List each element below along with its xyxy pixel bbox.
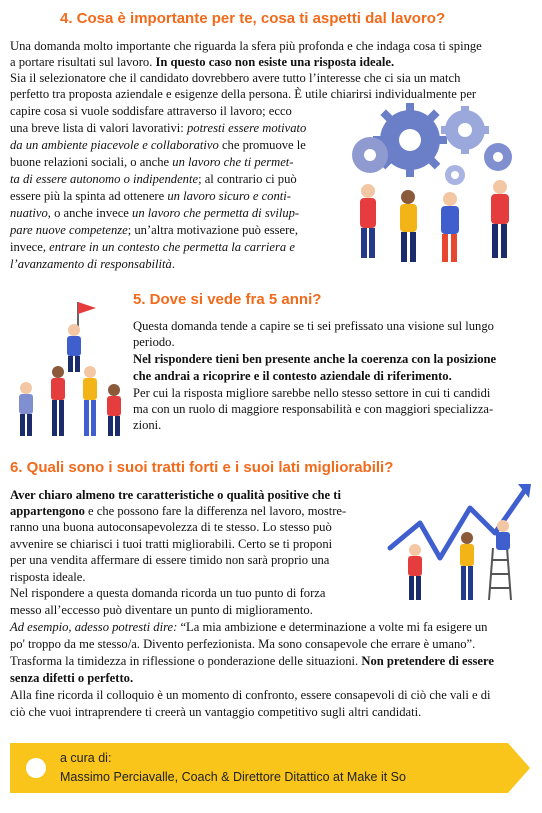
s4-text-line: essere più la spinta ad ottenere un lavoro sicuro e conti- — [10, 189, 291, 203]
s4-text-line: l’avanzamento di responsabilità. — [10, 257, 175, 271]
s6-text-line: avvenire se chiarisci i tuoi tratti migliorabili. Certo se ti proponi — [10, 537, 333, 551]
s6-text-line: ciò che vuoi intraprendere ti creerà un vantaggio competitivo sugli altri candidati. — [10, 705, 422, 719]
gear-icon — [484, 143, 512, 171]
bullet-circle-icon — [26, 758, 46, 778]
person-figure — [67, 324, 81, 372]
s6-text-line: per una vendita affermare di essere timido non sarà proprio una — [10, 553, 330, 567]
s4-text-line: a portare risultati sul lavoro. In questo caso non esiste una risposta ideale. — [10, 55, 395, 69]
section-6-title: 6. Quali sono i suoi tratti forti e i suoi lati migliorabili? — [10, 459, 394, 476]
s6-text-line: po' troppo da me stesso/a. Divento perfezionista. Ma sono consapevole che errare è umano”. — [10, 637, 476, 651]
s4-text-line: Una domanda molto importante che riguarda la sfera più profonda e che indaga cosa ti spinge — [10, 39, 482, 53]
s4-text-line: invece, entrare in un contesto che permetta la carriera e — [10, 240, 295, 254]
person-figure — [19, 382, 33, 436]
s4-text-line: pare nuove competenze; un’altra motivazione può essere, — [10, 223, 299, 237]
s6-text-line: messo all’eccesso può diventare un punto di miglioramento. — [10, 603, 313, 617]
s4-text-line: una breve lista di valori lavorativi: potresti essere motivato — [10, 121, 307, 135]
s5-text-line: ma con un ruolo di maggiore responsabilità e con maggiori specializza- — [133, 402, 494, 416]
growth-arrow-illustration — [385, 478, 535, 603]
person-figure — [83, 366, 97, 436]
person-figure — [107, 384, 121, 436]
person-figure — [360, 184, 376, 258]
team-pyramid-illustration — [8, 300, 128, 440]
s6-text-line: Alla fine ricorda il colloquio è un momento di confronto, essere consapevoli di ciò che vali e di — [10, 688, 491, 702]
flag-icon — [78, 302, 96, 328]
gear-icon — [352, 137, 388, 173]
person-figure — [460, 532, 474, 600]
s5-text-line: Questa domanda tende a capire se ti sei prefissato una visione sul lungo — [133, 319, 494, 333]
s5-text-line: zioni. — [133, 418, 162, 432]
ladder-icon — [489, 548, 511, 600]
person-figure — [491, 180, 509, 258]
s6-text-line: appartengono e che possono fare la differenza nel lavoro, mostre- — [10, 504, 347, 518]
s5-text-line: periodo. — [133, 335, 175, 349]
person-figure — [51, 366, 65, 436]
gear-icon — [441, 106, 489, 154]
s4-text-line: perfetto tra proposta aziendale e esigenze della persona. È utile chiarirsi individualmente per — [10, 87, 477, 101]
person-figure — [496, 520, 510, 550]
s6-text-line: Trasforma la timidezza in riflessione o ponderazione delle situazioni. Non pretendere di essere — [10, 654, 494, 668]
s6-text-line: Ad esempio, adesso potresti dire: “La mia ambizione e determinazione a volte mi fa esigere un — [10, 620, 488, 634]
s6-text-line: senza difetti o perfetto. — [10, 671, 134, 685]
s5-text-line: Per cui la risposta migliore sarebbe nello stesso settore in cui ti candidi — [133, 386, 491, 400]
s6-text-line: Nel rispondere a questa domanda ricorda un tuo punto di forza — [10, 586, 326, 600]
s4-text-line: nuativo, o anche invece un lavoro che permetta di svilup- — [10, 206, 300, 220]
gears-team-illustration — [340, 95, 535, 270]
person-figure — [408, 544, 422, 600]
person-figure — [441, 192, 459, 262]
s5-text-line: Nel rispondere tieni ben presente anche la coerenza con la posizione — [133, 352, 497, 366]
section-4-title: 4. Cosa è importante per te, cosa ti aspetti dal lavoro? — [60, 10, 446, 27]
section-5-title: 5. Dove si vede fra 5 anni? — [133, 291, 322, 308]
footer-author: Massimo Perciavalle, Coach & Direttore Ditattico at Make it So — [60, 770, 406, 784]
footer-label: a cura di: — [60, 751, 112, 765]
s4-text-line: da un ambiente piacevole e collaborativo che promuove le — [10, 138, 306, 152]
person-figure — [400, 190, 417, 262]
s6-text-line: risposta ideale. — [10, 570, 86, 584]
s5-text-line: che andrai a ricoprire e il contesto aziendale di riferimento. — [133, 369, 452, 383]
s4-text-line: buone relazioni sociali, o anche un lavoro che ti permet- — [10, 155, 294, 169]
s4-text-line: capire cosa si vuole soddisfare attraverso il lavoro; ecco — [10, 104, 292, 118]
gear-icon — [445, 165, 465, 185]
s6-text-line: Aver chiaro almeno tre caratteristiche o qualità positive che ti — [10, 488, 341, 502]
s4-text-line: Sia il selezionatore che il candidato dovrebbero avere tutto l’interesse che ci sia un match — [10, 71, 461, 85]
s6-text-line: ranno una buona autoconsapevolezza di te stesso. Lo stesso può — [10, 520, 332, 534]
s4-text-line: ta di essere autonomo o indipendente; al contrario ci può — [10, 172, 297, 186]
